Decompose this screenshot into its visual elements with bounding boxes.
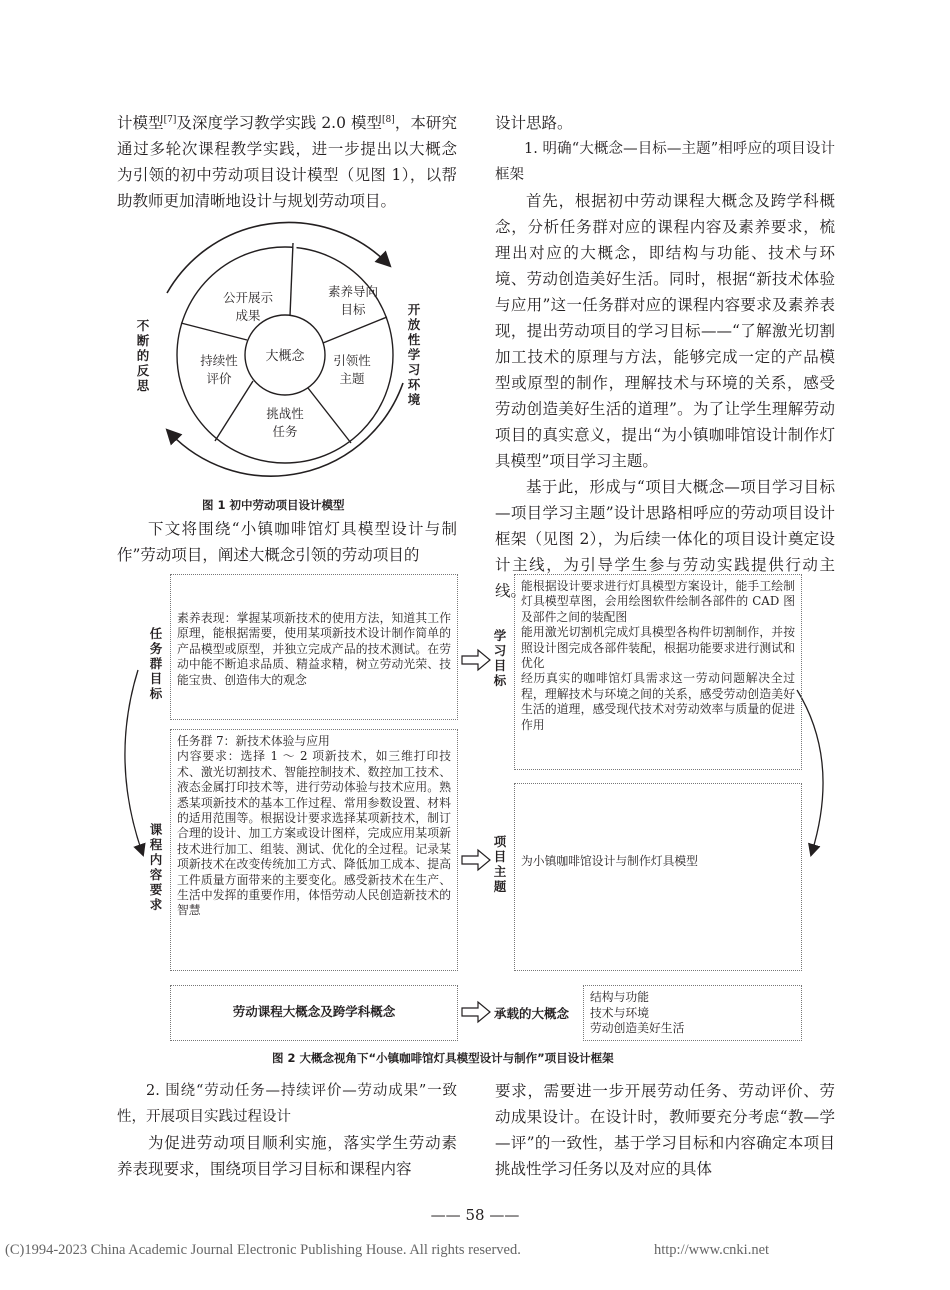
fig2-label-theme: 项目主题 [493, 834, 507, 894]
figure2-caption: 图 2 大概念视角下“小镇咖啡馆灯具模型设计与制作”项目设计框架 [272, 1051, 614, 1065]
fig2-box-theme: 为小镇咖啡馆设计与制作灯具模型 [514, 783, 802, 971]
segment-showcase: 公开展示 成果 [222, 290, 273, 323]
left-para2: 下文将围绕“小镇咖啡馆灯具模型设计与制作”劳动项目，阐述大概念引领的劳动项目的 [117, 520, 457, 564]
segment-goal: 素养导向 目标 [327, 284, 378, 317]
right-column: 设计思路。 1. 明确“大概念—目标—主题”相呼应的项目设计框架 首先，根据初中劳动课程大概念及跨学科概念，分析任务群对应的课程内容及素养要求，梳理出对应的大概念，即结构与功能、技术与环境、劳动创造美好生活。同时，根据“新技术体验与应用”这一任务群对应的课程内容要求及素养表现，提出劳动项目的学习目标——“了解激光切割加工技术的原理与方法，能够完成一定的产品模型或原型的制作，理解技术与环境的关系，感受劳动创造美好生活的道理”。为了让学生理解劳动项目的真实意义，提出“为小镇咖啡馆设计制作灯具模型”项目学习主题。 基于此，形成与“项目大概念—项目学习目标—项目学习主题”设计思路相呼应的劳动项目设计框架（见图 2），为后续一体化的项目设计奠定设计主线，为引导学生参与劳动实践提供行动主线。 [495, 114, 835, 600]
fig2-label-task-goal: 任务群目标 [149, 626, 163, 701]
segment-theme: 引领性 主题 [333, 353, 371, 386]
fig2-box-course: 任务群 7：新技术体验与应用 内容要求：选择 1 ～ 2 项新技术，如三维打印技术、激光切割技术、智能控制技术、数控加工技术、液态金属打印技术等，进行劳动体验与技术应用。熟悉某项新技术的基本工作过程、常用参数设置、材料的适用范围等。根据设计要求选择某项新技术，制订合理的设计、加工方案或设计图样，完成应用某项新技术进行加工、组装、测试、优化的全过程。记录某项新技术在改变传统加工方式、降低加工成本、提高工件质量方面带来的主要变化。感受新技术在生产、生活中发挥的重要作用，体悟劳动人民创造新技术的智慧 [170, 729, 458, 971]
fig2-box-bigideas [583, 985, 802, 1041]
arrow-goal [462, 650, 490, 670]
fig2-box-learning-goal: 能根据设计要求进行灯具模型方案设计，能手工绘制灯具模型草图，会用绘图软件绘制各部件的 CAD 图及部件之间的装配图 能用激光切割机完成灯具模型各构件切割制作，并按照设计图完成各部件装配，根据功能要求进行测试和优化 经历真实的咖啡馆灯具需求这一劳动问题解决全过程，理解技术与环境之间的关系，感受劳动创造美好生活的道理，感受现代技术对劳动效率与质量的促进作用 [514, 574, 802, 770]
fig2-box-task-goal: 素养表现：掌握某项新技术的使用方法，知道其工作原理，能根据需要，使用某项新技术设计制作简单的产品模型或原型，并独立完成产品的技术测试。在劳动中能不断追求品质、精益求精，树立劳动光荣、技能宝贵、创造伟大的观念 [170, 574, 458, 720]
segment-evaluation: 持续性 评价 [200, 353, 238, 386]
segment-task: 挑战性 任务 [266, 406, 304, 439]
figure1-left-label: 不断的反思 [136, 318, 150, 393]
left-flow-arrow [125, 670, 142, 852]
fig2-label-course: 课程内容要求 [149, 822, 163, 912]
left-intro-paragraph: 计模型[7]及深度学习教学实践 2.0 模型[8]，本研究通过多轮次课程教学实践，进一步提出以大概念为引领的初中劳动项目设计模型（见图 1），以帮助教师更加清晰地设计与规划劳动项目。 [117, 114, 457, 210]
arrow-bigidea [462, 1002, 490, 1022]
bottom-right-text: 要求，需要进一步开展劳动任务、劳动评价、劳动成果设计。在设计时，教师要充分考虑“教—学—评”的一致性，基于学习目标和内容确定本项目挑战性学习任务以及对应的具体 [495, 1082, 835, 1178]
arrow-theme [462, 850, 490, 870]
fig2-label-bigidea: 承载的大概念 [494, 1006, 570, 1021]
bigidea-item: 结构与功能 [590, 990, 649, 1004]
fig2-box-bigidea-src: 劳动课程大概念及跨学科概念 [170, 985, 458, 1041]
figure1-caption: 图 1 初中劳动项目设计模型 [202, 498, 345, 512]
fig2-label-learning-goal: 学习目标 [493, 628, 507, 688]
bigidea-item: 技术与环境 [590, 1005, 649, 1020]
bottom-left-text: 2. 围绕“劳动任务—持续评价—劳动成果”一致性，开展项目实践过程设计 为促进劳动项目顺利实施，落实学生劳动素养表现要求，围绕项目学习目标和课程内容 [117, 1083, 457, 1178]
page-number: —— 58 —— [430, 1206, 520, 1224]
bigidea-item: 劳动创造美好生活 [590, 1021, 685, 1035]
figure1-right-label: 开放性学习环境 [407, 302, 421, 407]
figure1-center-label: 大概念 [265, 349, 305, 364]
